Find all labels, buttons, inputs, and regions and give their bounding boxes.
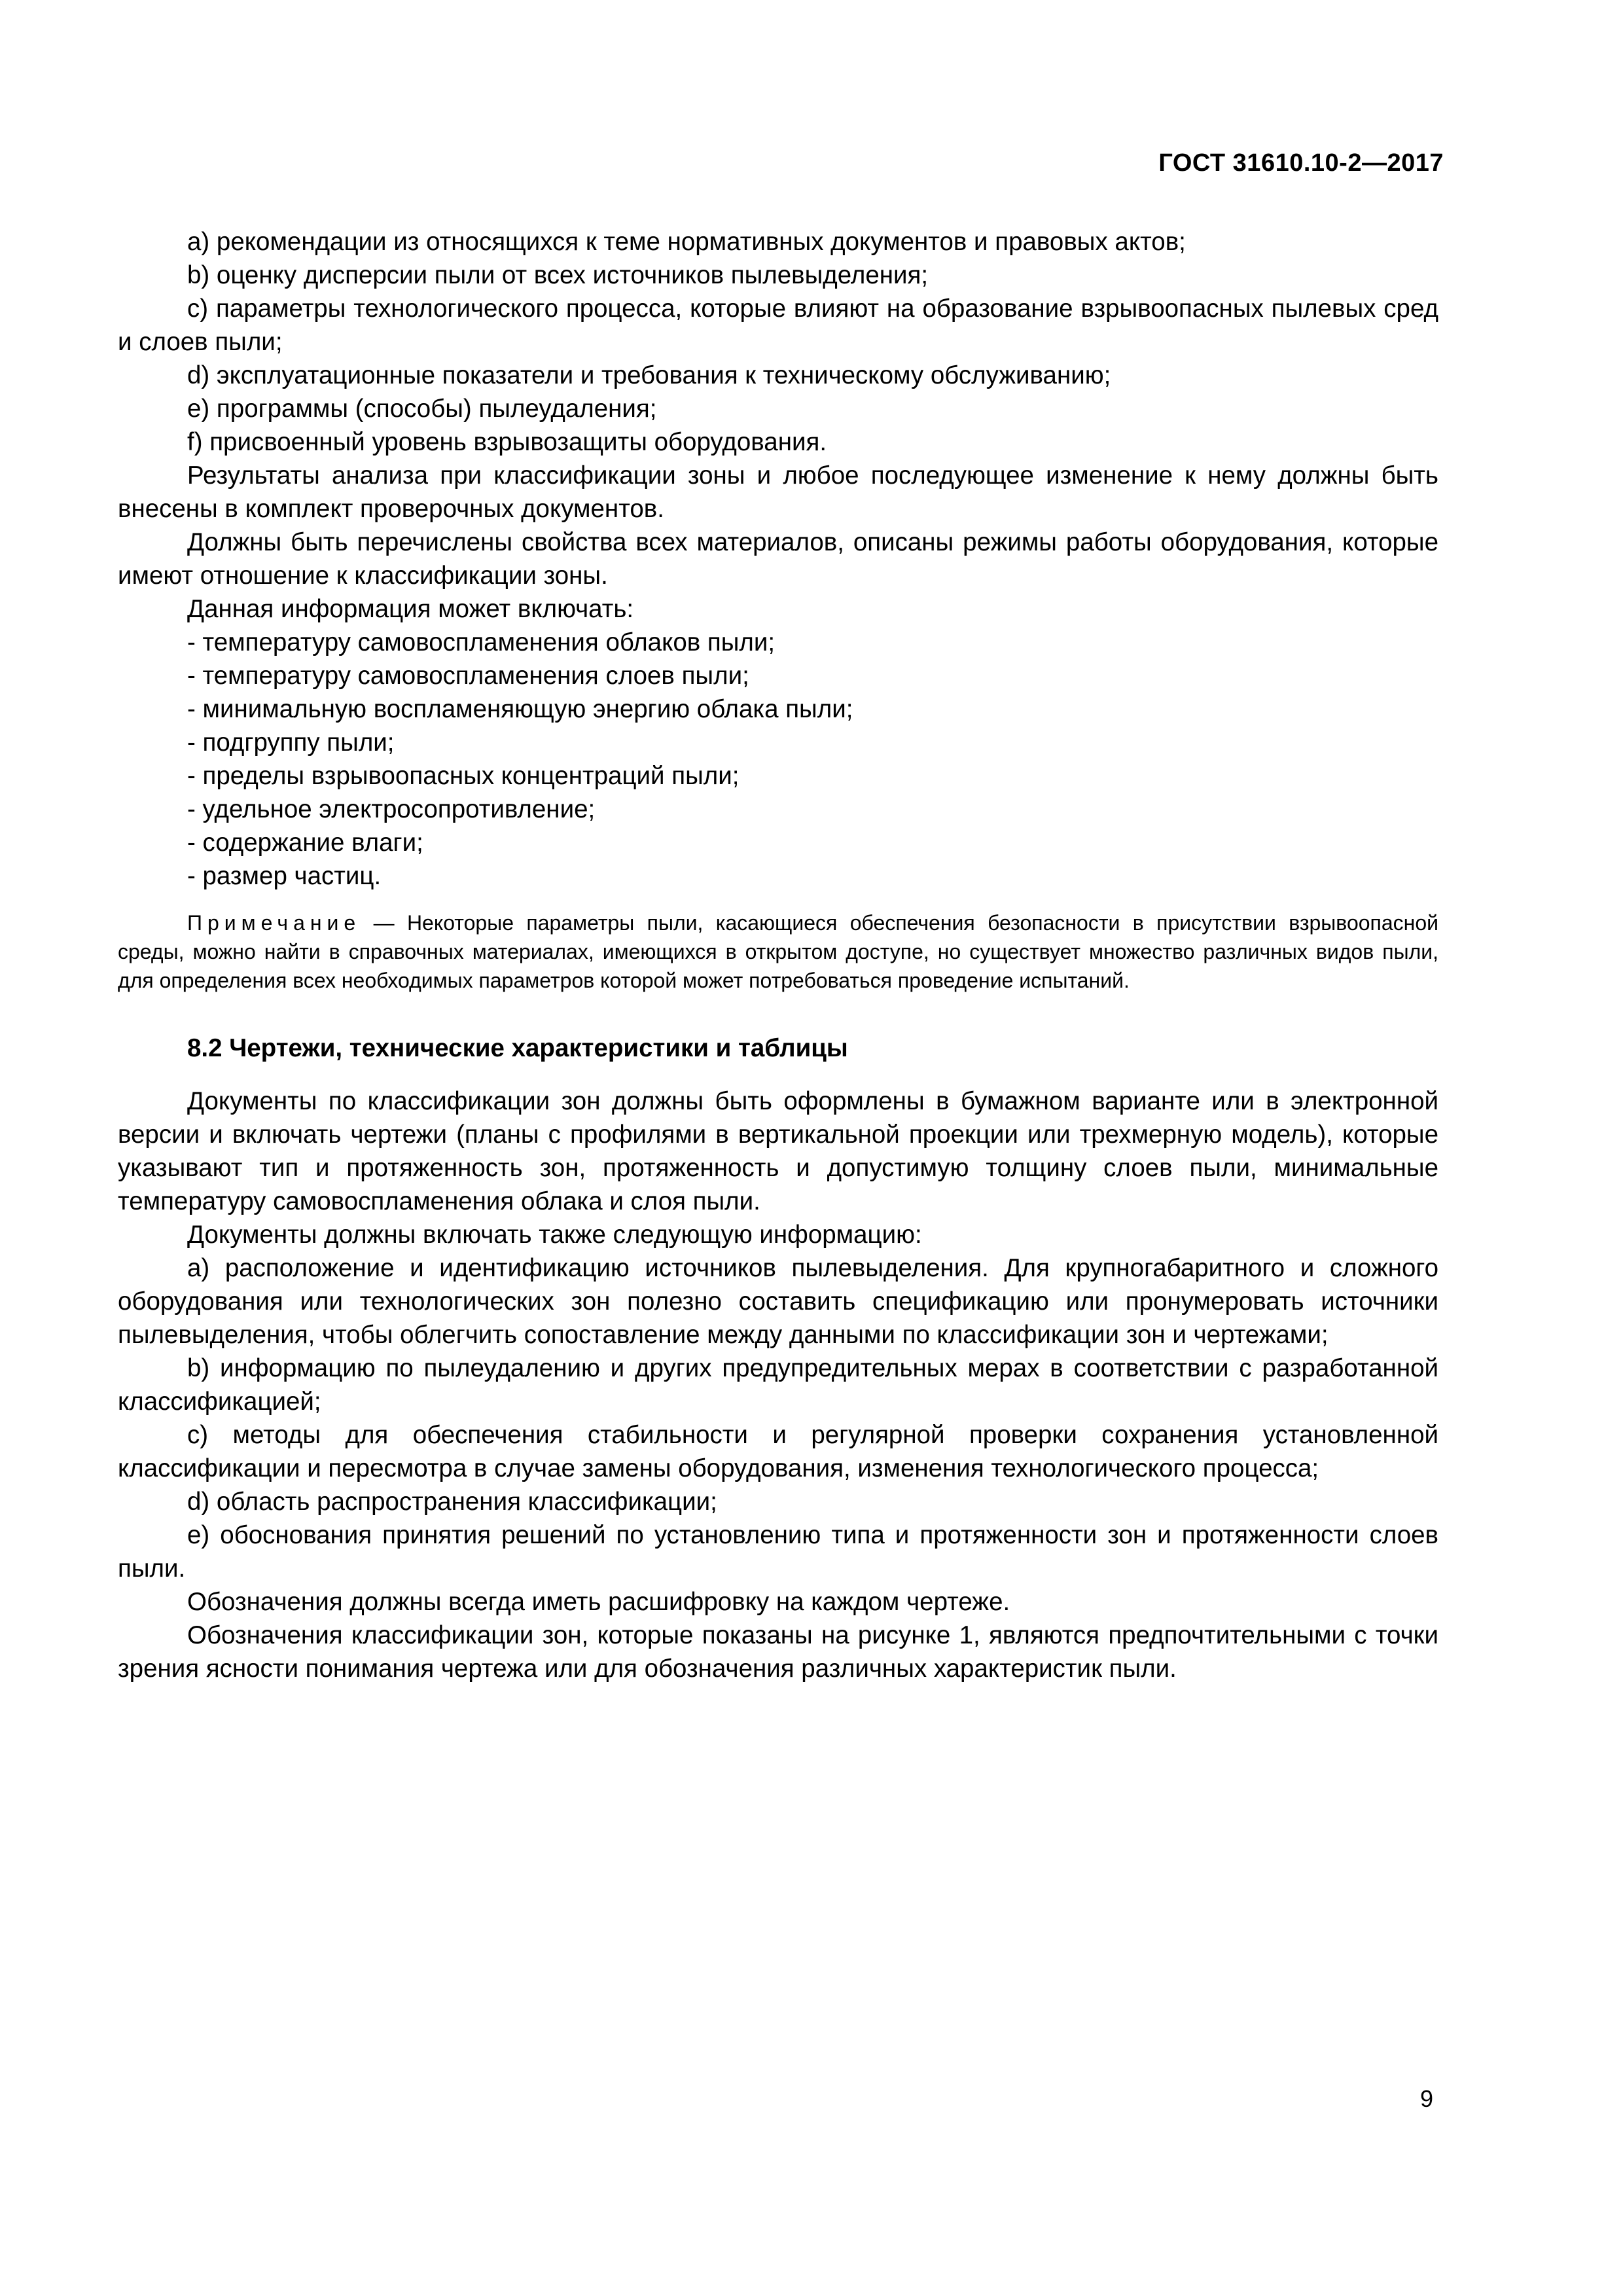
note-label: Примечание	[187, 911, 361, 935]
list-item-d: d) эксплуатационные показатели и требования к техническому обслуживанию;	[187, 361, 1111, 389]
list-item-b: b) оценку дисперсии пыли от всех источников пылевыделения;	[187, 261, 929, 289]
dash-item: - подгруппу пыли;	[187, 728, 395, 757]
dash-item: - пределы взрывоопасных концентраций пыли;	[187, 762, 740, 790]
paragraph-properties: Должны быть перечислены свойства всех материалов, описаны режимы работы оборудования, которые имеют отношение к классификации зоны.	[118, 528, 1438, 590]
paragraph-results: Результаты анализа при классификации зоны и любое последующее изменение к нему должны быть внесены в комплект проверочных документов.	[118, 461, 1438, 523]
document-code-header: ГОСТ 31610.10-2—2017	[1158, 149, 1444, 177]
section-paragraph: Документы по классификации зон должны быть оформлены в бумажном варианте или в электронной версии и включать чертежи (планы с профилями в вертикальной проекции или трехмерную модель), которые указывают тип и протяженность зон, протяженность и допустимую толщину слоев пыли, минимальные температуру самовоспламенения облака и слоя пыли.	[118, 1087, 1438, 1215]
section-list-item: е) обоснования принятия решений по установлению типа и протяженности зон и протяженности слоев пыли.	[118, 1521, 1438, 1583]
page-number: 9	[1419, 2085, 1433, 2112]
dash-item: - удельное электросопротивление;	[187, 795, 596, 823]
paragraph-info-intro: Данная информация может включать:	[187, 595, 634, 623]
dash-item: - размер частиц.	[187, 862, 382, 890]
section-list-item: а) расположение и идентификацию источников пылевыделения. Для крупногабаритного и сложного оборудования или технологических зон полезно составить спецификацию или пронумеровать источники пылевыделения, чтобы облегчить сопоставление между данными по классификации зон и чертежами;	[118, 1254, 1438, 1349]
note	[118, 908, 1438, 995]
dash-item: - минимальную воспламеняющую энергию облака пыли;	[187, 695, 853, 723]
list-item-c: с) параметры технологического процесса, которые влияют на образование взрывоопасных пылевых сред и слоев пыли;	[118, 295, 1438, 356]
list-item-a: а) рекомендации из относящихся к теме нормативных документов и правовых актов;	[187, 228, 1186, 256]
dash-item: - температуру самовоспламенения облаков пыли;	[187, 628, 776, 656]
dash-item: - содержание влаги;	[187, 829, 423, 857]
list-item-e: е) программы (способы) пылеудаления;	[187, 395, 657, 423]
section-list-item: с) методы для обеспечения стабильности и регулярной проверки сохранения установленной классификации и пересмотра в случае замены оборудования, изменения технологического процесса;	[118, 1421, 1438, 1482]
section-heading: 8.2 Чертежи, технические характеристики и таблицы	[187, 1034, 848, 1062]
section-paragraph: Документы должны включать также следующую информацию:	[187, 1221, 922, 1249]
note-text: — Некоторые параметры пыли, касающиеся обеспечения безопасности в присутствии взрывоопасной среды, можно найти в справочных материалах, имеющихся в открытом доступе, но существует множество различных видов пыли, для определения всех необходимых параметров которой может потребоваться проведение испытаний.	[118, 911, 1438, 992]
dash-item: - температуру самовоспламенения слоев пыли;	[187, 662, 749, 690]
section-paragraph: Обозначения должны всегда иметь расшифровку на каждом чертеже.	[187, 1588, 1010, 1616]
body-text	[118, 225, 1438, 1685]
list-item-f: f) присвоенный уровень взрывозащиты оборудования.	[187, 428, 827, 456]
section-list-item: b) информацию по пылеудалению и других предупредительных мерах в соответствии с разработанной классификацией;	[118, 1354, 1438, 1416]
section-list-item: d) область распространения классификации;	[187, 1488, 717, 1516]
section-paragraph: Обозначения классификации зон, которые показаны на рисунке 1, являются предпочтительными с точки зрения ясности понимания чертежа или для обозначения различных характеристик пыли.	[118, 1621, 1438, 1683]
